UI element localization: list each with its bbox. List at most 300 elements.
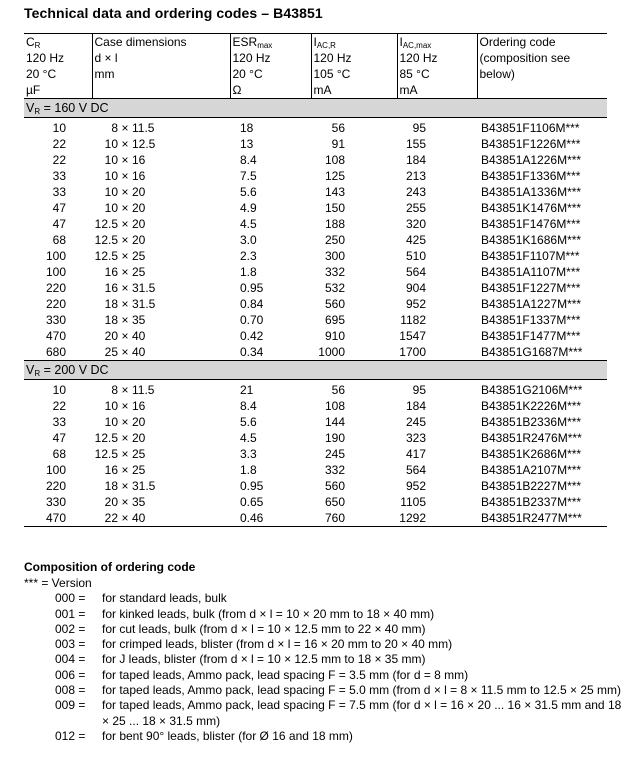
case-dimensions-cell [92, 510, 230, 527]
iac-r-cell: 250 [324, 233, 345, 247]
composition-option [55, 698, 622, 729]
case-dimensions-cell [92, 232, 230, 248]
table-row [24, 478, 607, 494]
composition-option [55, 652, 622, 667]
composition-option [55, 683, 622, 698]
case-dimensions-cell [92, 430, 230, 446]
times-sign: × [121, 399, 129, 413]
composition-option [55, 607, 622, 622]
table-row [24, 152, 607, 168]
option-code: 002 = [55, 621, 86, 636]
times-sign: × [121, 495, 129, 509]
diameter: 16 [104, 463, 118, 477]
ordering-code-cell: B43851F1476M*** [481, 217, 581, 231]
case-dimensions-cell [92, 380, 230, 399]
case-dimensions-cell [92, 184, 230, 200]
iac-max-cell: 323 [405, 431, 426, 445]
length: 25 [132, 463, 146, 477]
iac-r-cell: 190 [324, 431, 345, 445]
ordering-code-cell: B43851B2336M*** [481, 415, 582, 429]
composition-option [55, 591, 622, 606]
iac-r-cell: 144 [324, 415, 345, 429]
iac-r-cell: 560 [324, 297, 345, 311]
table-row [24, 264, 607, 280]
header-cell-2 [230, 34, 311, 99]
case-dimensions-cell [92, 344, 230, 361]
case-dimensions-cell [92, 136, 230, 152]
times-sign: × [121, 345, 129, 359]
esr-cell: 3.0 [240, 233, 257, 247]
option-code: 000 = [55, 591, 86, 606]
times-sign: × [121, 153, 129, 167]
option-code: 001 = [55, 606, 86, 621]
header-line [93, 82, 230, 98]
length: 31.5 [132, 479, 156, 493]
header-cell-0 [24, 34, 92, 99]
iac-r-cell: 108 [324, 153, 345, 167]
header-cell-1 [92, 34, 230, 99]
esr-cell: 0.84 [240, 297, 264, 311]
length: 20 [132, 201, 146, 215]
iac-r-cell: 760 [311, 510, 397, 527]
case-dimensions-cell [92, 248, 230, 264]
times-sign: × [121, 217, 129, 231]
iac-max-cell: 564 [405, 463, 426, 477]
iac-max-cell: 1182 [400, 313, 426, 327]
capacitance-cell: 22 [52, 137, 66, 151]
iac-r-cell: 143 [324, 185, 345, 199]
times-sign: × [121, 313, 129, 327]
subscript: R [34, 41, 41, 50]
iac-max-cell: 952 [405, 479, 426, 493]
ordering-code-cell: B43851K2686M*** [481, 447, 582, 461]
length: 20 [132, 431, 146, 445]
case-dimensions-cell [92, 118, 230, 137]
ordering-code-cell: B43851F1337M*** [481, 313, 581, 327]
times-sign: × [121, 281, 129, 295]
header-line: Ω [232, 83, 242, 97]
diameter: 10 [104, 399, 118, 413]
capacitance-cell: 47 [52, 431, 66, 445]
times-sign: × [121, 447, 129, 461]
length: 20 [132, 415, 146, 429]
length: 16 [132, 153, 146, 167]
diameter: 16 [104, 281, 118, 295]
composition-option [55, 637, 622, 652]
header-line: 120 Hz [26, 51, 65, 65]
ordering-code-cell: B43851A1226M*** [481, 153, 582, 167]
header-cell-3 [311, 34, 397, 99]
case-dimensions-cell [92, 446, 230, 462]
page-title: Technical data and ordering codes – B43851 [24, 5, 323, 21]
composition-title: Composition of ordering code [24, 560, 196, 574]
table-row [24, 216, 607, 232]
iac-r-cell: 650 [324, 495, 345, 509]
diameter: 22 [104, 511, 118, 525]
table-row [24, 344, 607, 361]
option-text: for kinked leads, bulk (from d × l = 10 × 20 mm to 18 × 40 mm) [102, 606, 435, 621]
esr-cell: 1.8 [240, 463, 257, 477]
composition-section [24, 558, 622, 744]
iac-r-cell: 560 [324, 479, 345, 493]
case-dimensions-cell [92, 312, 230, 328]
times-sign: × [121, 169, 129, 183]
esr-cell: 8.4 [240, 399, 257, 413]
length: 40 [132, 511, 146, 525]
times-sign: × [121, 265, 129, 279]
subscript: AC,max [402, 41, 432, 50]
header-line: $C_R$ [26, 35, 41, 50]
case-dimensions-cell [92, 478, 230, 494]
iac-r-cell: 108 [324, 399, 345, 413]
times-sign: × [121, 383, 129, 397]
header-line: 20 °C [26, 67, 57, 81]
iac-r-cell: 910 [324, 329, 345, 343]
table-row [24, 136, 607, 152]
case-dimensions-cell [92, 152, 230, 168]
length: 25 [132, 447, 146, 461]
length: 11.5 [132, 121, 155, 135]
esr-cell: 0.46 [230, 510, 311, 527]
ordering-code-cell: B43851F1336M*** [481, 169, 581, 183]
ordering-code-cell: B43851R2477M*** [477, 510, 607, 527]
composition-option [55, 729, 622, 744]
iac-r-cell: 332 [324, 463, 345, 477]
length: 20 [132, 217, 146, 231]
option-code: 006 = [55, 667, 86, 682]
times-sign: × [121, 201, 129, 215]
voltage-section-row [24, 99, 607, 118]
header-line: 20 °C [232, 67, 263, 81]
header-line: $I_{AC,R}$ [313, 35, 336, 50]
iac-max-cell: 1105 [400, 495, 426, 509]
diameter: 10 [104, 169, 118, 183]
table-row [24, 462, 607, 478]
capacitance-cell: 680 [45, 345, 66, 359]
diameter: 8 [111, 383, 118, 397]
option-text: for crimped leads, blister (from d × l = 16 × 20 mm to 20 × 40 mm) [102, 637, 453, 652]
times-sign: × [121, 233, 129, 247]
table-row [24, 296, 607, 312]
table-row [24, 510, 607, 527]
table-row [24, 118, 607, 137]
ordering-code-cell: B43851F1227M*** [481, 281, 581, 295]
capacitance-cell: 100 [45, 265, 66, 279]
times-sign: × [121, 431, 129, 445]
case-dimensions-cell [92, 328, 230, 344]
ordering-code-cell: B43851B2337M*** [481, 495, 582, 509]
iac-max-cell: 1547 [399, 329, 426, 343]
esr-cell: 0.70 [240, 313, 264, 327]
esr-cell: 18 [240, 121, 254, 135]
capacitance-cell: 330 [45, 495, 66, 509]
times-sign: × [121, 137, 129, 151]
option-text: for taped leads, Ammo pack, lead spacing F = 5.0 mm (from d × l = 8 × 11.5 mm to 12.5 × 25 mm) [102, 683, 622, 698]
iac-max-cell: 255 [405, 201, 426, 215]
table-row [24, 232, 607, 248]
length: 31.5 [132, 281, 156, 295]
iac-r-cell: 56 [331, 121, 345, 135]
iac-r-cell: 1000 [318, 345, 345, 359]
header-line: below) [479, 67, 515, 81]
option-text: for J leads, blister (from d × l = 10 × 12.5 mm to 18 × 35 mm) [102, 652, 426, 667]
iac-r-cell: 150 [324, 201, 345, 215]
header-line: $I_{AC,max}$ [399, 35, 432, 50]
capacitance-cell: 33 [52, 415, 66, 429]
composition-options [24, 591, 622, 744]
esr-cell: 5.6 [240, 185, 257, 199]
ordering-code-cell: B43851A2107M*** [481, 463, 582, 477]
table-row [24, 248, 607, 264]
iac-r-cell: 125 [324, 169, 345, 183]
esr-cell: 4.5 [240, 217, 257, 231]
ordering-code-cell: B43851A1227M*** [481, 297, 582, 311]
iac-r-cell: 695 [324, 313, 345, 327]
header-cell-5 [477, 34, 607, 99]
case-dimensions-cell [92, 462, 230, 478]
header-line: µF [26, 83, 41, 97]
capacitance-cell: 68 [52, 447, 66, 461]
times-sign: × [121, 479, 129, 493]
ordering-code-cell: B43851F1107M*** [481, 249, 580, 263]
esr-cell: 4.9 [240, 201, 257, 215]
capacitance-cell: 100 [45, 249, 66, 263]
esr-cell: 0.95 [240, 479, 264, 493]
times-sign: × [121, 121, 129, 135]
iac-max-cell: 425 [405, 233, 426, 247]
option-code: 003 = [55, 637, 86, 652]
iac-max-cell: 243 [405, 185, 426, 199]
esr-cell: 5.6 [240, 415, 257, 429]
iac-max-cell: 95 [412, 383, 426, 397]
ordering-code-cell: B43851G2106M*** [481, 383, 583, 397]
table-row [24, 380, 607, 399]
length: 40 [132, 345, 146, 359]
iac-max-cell: 510 [405, 249, 426, 263]
ordering-code-cell: B43851R2476M*** [481, 431, 582, 445]
iac-max-cell: 95 [412, 121, 426, 135]
option-text: for taped leads, Ammo pack, lead spacing F = 3.5 mm (for d = 8 mm) [102, 667, 469, 682]
iac-max-cell: 245 [405, 415, 426, 429]
length: 20 [132, 233, 146, 247]
capacitance-cell: 330 [45, 313, 66, 327]
diameter: 10 [104, 153, 118, 167]
voltage-section-row [24, 361, 607, 380]
ordering-code-cell: B43851K2226M*** [481, 399, 582, 413]
iac-max-cell: 213 [405, 169, 426, 183]
iac-r-cell: 532 [324, 281, 345, 295]
subscript: R [34, 107, 41, 116]
table-row [24, 184, 607, 200]
diameter: 12.5 [94, 217, 118, 231]
diameter: 25 [104, 345, 118, 359]
voltage-label: $V_R = 160$ V DC [24, 99, 607, 118]
iac-max-cell: 320 [405, 217, 426, 231]
times-sign: × [121, 329, 129, 343]
iac-max-cell: 1700 [399, 345, 426, 359]
option-text: for taped leads, Ammo pack, lead spacing F = 7.5 mm (for d × l = 16 × 20 ... 16 × 31.5 mm and 18 × 25 ... 18 × 31.5 mm) [102, 698, 622, 728]
option-text: for cut leads, bulk (from d × l = 10 × 12.5 mm to 22 × 40 mm) [102, 621, 426, 636]
header-line: mA [313, 83, 332, 97]
diameter: 12.5 [94, 233, 118, 247]
length: 25 [132, 249, 146, 263]
iac-r-cell: 56 [331, 383, 345, 397]
capacitance-cell: 68 [52, 233, 66, 247]
iac-max-cell: 564 [405, 265, 426, 279]
esr-cell: 13 [240, 137, 254, 151]
diameter: 10 [104, 201, 118, 215]
iac-r-cell: 300 [324, 249, 345, 263]
case-dimensions-cell [92, 264, 230, 280]
header-line: 120 Hz [232, 51, 271, 65]
table-row [24, 280, 607, 296]
esr-cell: 21 [240, 383, 254, 397]
iac-max-cell: 417 [405, 447, 426, 461]
diameter: 10 [104, 185, 118, 199]
length: 25 [132, 265, 146, 279]
subscript: max [257, 41, 273, 50]
header-line: d × l [94, 51, 118, 65]
table-row [24, 328, 607, 344]
diameter: 18 [104, 313, 118, 327]
header-line: (composition see [479, 51, 571, 65]
header-line: Ordering code [479, 35, 556, 49]
subscript: AC,R [316, 41, 336, 50]
esr-cell: 0.95 [240, 281, 264, 295]
option-code: 008 = [55, 683, 86, 698]
diameter: 10 [104, 415, 118, 429]
diameter: 12.5 [94, 249, 118, 263]
option-code: 009 = [55, 698, 86, 713]
esr-cell: 8.4 [240, 153, 257, 167]
header-line: mA [399, 83, 418, 97]
length: 16 [132, 399, 146, 413]
header-cell-4 [397, 34, 477, 99]
table-row [24, 430, 607, 446]
diameter: 8 [111, 121, 118, 135]
esr-cell: 7.5 [240, 169, 257, 183]
table-row [24, 312, 607, 328]
capacitance-cell: 220 [45, 479, 66, 493]
voltage-label: $V_R = 200$ V DC [24, 361, 607, 380]
table-row [24, 446, 607, 462]
case-dimensions-cell [92, 414, 230, 430]
capacitance-cell: 470 [45, 329, 66, 343]
esr-cell: 0.34 [240, 345, 264, 359]
capacitance-cell: 470 [24, 510, 92, 527]
header-line: 120 Hz [399, 51, 438, 65]
esr-cell: 0.42 [240, 329, 264, 343]
times-sign: × [121, 463, 129, 477]
iac-max-cell: 904 [405, 281, 426, 295]
diameter: 12.5 [94, 447, 118, 461]
capacitance-cell: 100 [45, 463, 66, 477]
length: 35 [132, 495, 146, 509]
header-line: $ESR_{max}$ [232, 35, 273, 50]
length: 11.5 [132, 383, 155, 397]
option-text: for standard leads, bulk [102, 591, 227, 606]
iac-max-cell: 1292 [397, 510, 477, 527]
composition-option [55, 668, 622, 683]
table-header-row [24, 34, 607, 99]
times-sign: × [121, 511, 129, 525]
header-line [478, 82, 608, 98]
ordering-code-cell: B43851A1336M*** [481, 185, 582, 199]
iac-max-cell: 184 [405, 399, 426, 413]
esr-cell: 3.3 [240, 447, 257, 461]
iac-r-cell: 188 [324, 217, 345, 231]
length: 12.5 [132, 137, 156, 151]
header-line: 105 °C [313, 67, 351, 81]
case-dimensions-cell [92, 494, 230, 510]
esr-cell: 0.65 [240, 495, 264, 509]
capacitance-cell: 10 [52, 121, 66, 135]
table-row [24, 414, 607, 430]
composition-option [55, 622, 622, 637]
iac-max-cell: 155 [405, 137, 426, 151]
table-row [24, 168, 607, 184]
iac-max-cell: 952 [405, 297, 426, 311]
option-code: 012 = [55, 728, 86, 743]
ordering-code-cell: B43851K1476M*** [481, 201, 582, 215]
spec-table [24, 33, 607, 527]
case-dimensions-cell [92, 280, 230, 296]
option-text: for bent 90° leads, blister (for Ø 16 and 18 mm) [102, 728, 353, 743]
diameter: 20 [104, 495, 118, 509]
case-dimensions-cell [92, 168, 230, 184]
header-line: mm [94, 67, 115, 81]
capacitance-cell: 33 [52, 185, 66, 199]
esr-cell: 2.3 [240, 249, 257, 263]
diameter: 20 [104, 329, 118, 343]
length: 40 [132, 329, 146, 343]
capacitance-cell: 220 [45, 281, 66, 295]
length: 31.5 [132, 297, 156, 311]
capacitance-cell: 10 [52, 383, 66, 397]
table-row [24, 494, 607, 510]
case-dimensions-cell [92, 296, 230, 312]
ordering-code-cell: B43851B2227M*** [481, 479, 582, 493]
capacitance-cell: 47 [52, 201, 66, 215]
case-dimensions-cell [92, 200, 230, 216]
diameter: 10 [104, 137, 118, 151]
iac-r-cell: 245 [324, 447, 345, 461]
version-line: *** = Version [24, 576, 92, 590]
times-sign: × [121, 249, 129, 263]
header-line: Case dimensions [94, 35, 187, 49]
ordering-code-cell: B43851K1686M*** [481, 233, 582, 247]
subscript: R [34, 369, 41, 378]
iac-max-cell: 184 [405, 153, 426, 167]
capacitance-cell: 33 [52, 169, 66, 183]
diameter: 18 [104, 479, 118, 493]
diameter: 16 [104, 265, 118, 279]
length: 16 [132, 169, 146, 183]
ordering-code-cell: B43851A1107M*** [481, 265, 581, 279]
times-sign: × [121, 415, 129, 429]
diameter: 18 [104, 297, 118, 311]
esr-cell: 1.8 [240, 265, 257, 279]
case-dimensions-cell [92, 398, 230, 414]
times-sign: × [121, 185, 129, 199]
ordering-code-cell: B43851G1687M*** [481, 345, 583, 359]
diameter: 12.5 [94, 431, 118, 445]
length: 35 [132, 313, 146, 327]
capacitance-cell: 22 [52, 399, 66, 413]
capacitance-cell: 47 [52, 217, 66, 231]
iac-r-cell: 91 [331, 137, 345, 151]
ordering-code-cell: B43851F1226M*** [481, 137, 581, 151]
